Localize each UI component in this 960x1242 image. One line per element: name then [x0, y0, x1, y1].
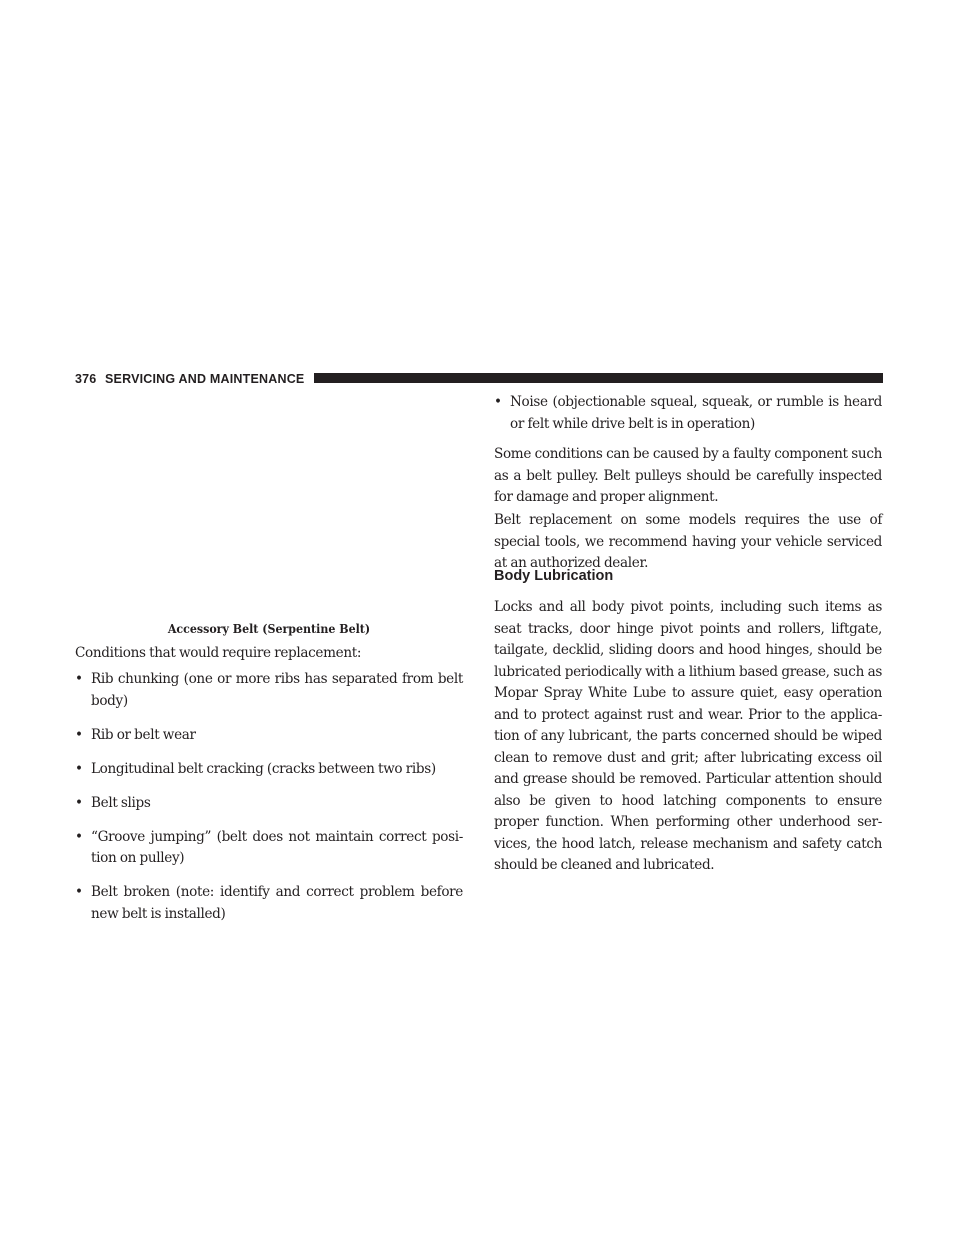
list-item: [75, 793, 463, 815]
section-title: SERVICING AND MAINTENANCE: [105, 372, 305, 386]
noise-list: [494, 392, 882, 448]
replacement-paragraph: Belt replacement on some models requires the use of special tools, we recommend having your vehicle serviced at an authorized dealer.: [494, 512, 882, 571]
bullet-icon: •: [75, 884, 83, 900]
list-item-text: Rib chunking (one or more ribs has separated from belt body): [91, 671, 463, 709]
list-item: [75, 669, 463, 712]
bullet-icon: •: [494, 394, 502, 410]
page-header: [75, 369, 883, 391]
body-lubrication-heading: Body Lubrication: [494, 568, 614, 584]
pulley-paragraph: Some conditions can be caused by a faulty component such as a belt pulley. Belt pulleys should be carefully inspected for damage and proper alignment.: [494, 446, 882, 505]
list-item: [75, 882, 463, 925]
list-item: [75, 725, 463, 747]
list-item-text: Belt slips: [91, 794, 151, 811]
header-rule: [314, 373, 883, 383]
list-item-text: Belt broken (note: identify and correct problem before new belt is installed): [91, 884, 463, 922]
list-item-text: “Groove jumping” (belt does not maintain correct posi-tion on pulley): [91, 828, 463, 866]
bullet-icon: •: [75, 794, 83, 811]
list-item-text: Noise (objectionable squeal, squeak, or rumble is heard or felt while drive belt is in operation): [510, 394, 882, 432]
figure-caption: Accessory Belt (Serpentine Belt): [167, 622, 371, 636]
page-number: 376: [75, 372, 97, 386]
list-item-text: Longitudinal belt cracking (cracks between two ribs): [91, 760, 436, 777]
bullet-icon: •: [75, 671, 83, 687]
list-item-text: Rib or belt wear: [91, 726, 196, 743]
lubrication-paragraph: Locks and all body pivot points, including such items as seat tracks, door hinge pivot points and rollers, liftgate, tailgate, decklid, sliding doors and hood hinges, should be lubricated periodically with a lithium based grease, such as Mopar Spray White Lube to assure quiet, easy operation and to protect against rust and wear. Prior to the applica-tion of any lubricant, the parts concerned should be wiped clean to remove dust and grit; after lubricating excess oil and grease should be removed. Particular attention should also be given to hood latching components to ensure proper function. When performing other underhood ser-vices, the hood latch, release mechanism and safety catch should be cleaned and lubricated.: [494, 599, 882, 873]
conditions-intro: Conditions that would require replacement:: [75, 645, 362, 661]
bullet-icon: •: [75, 726, 83, 743]
conditions-list: [75, 669, 463, 938]
list-item: [494, 392, 882, 435]
list-item: [75, 759, 463, 781]
bullet-icon: •: [75, 828, 83, 845]
figure-placeholder: [75, 392, 463, 620]
list-item: [75, 827, 463, 870]
bullet-icon: •: [75, 760, 83, 777]
